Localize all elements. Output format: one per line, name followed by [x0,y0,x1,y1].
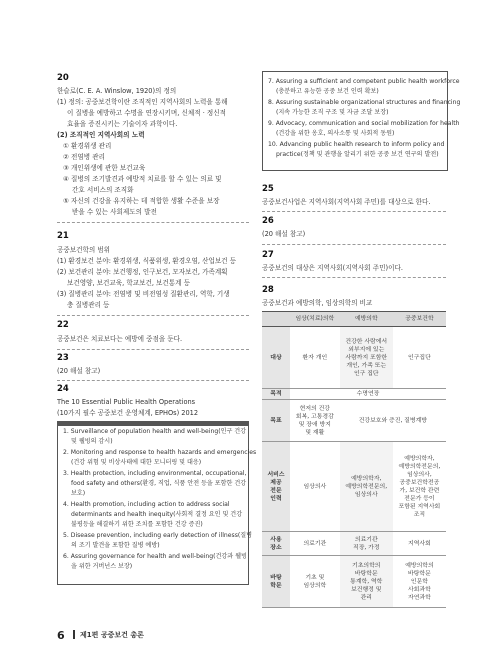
table-cell: 현저의 건강 회복, 고통경감 및 장애 방지 및 재활 [290,400,340,442]
q20-line-5: ① 환경위생 관리 [63,142,112,150]
table-cell: 환자 개인 [290,327,340,389]
divider [262,244,446,245]
row-header: 목표 [262,400,290,442]
box-top-bar [58,422,248,426]
ephos-item-line: 의 조기 발견을 포함한 질병 예방) [71,542,160,549]
q20-line-8: ④ 질병의 조기발견과 예방적 치료를 할 수 있는 의료 및 [63,175,222,183]
ephos-item-line: 보호) [71,490,86,497]
table-cell: 예방의학자, 예방의학전문의, 임상의사 [340,442,393,532]
comparison-table [262,311,446,608]
ephos-item-line: 7. Assuring a sufficient and competent public health workforce [268,78,460,85]
divider [57,315,249,316]
q24-title-1: The 10 Essential Public Health Operations [57,398,196,406]
q21-number: 21 [57,231,69,241]
ephos-item-line: 을 위한 거버넌스 보장) [71,563,133,570]
table-cell: 의료기관 직장, 가정 [340,532,393,556]
table-cell: 예방의학자, 예방의학전문의, 임상의사, 공중보건학전공 가, 보건학 관련 전문가 등이 포함된 지역사회 조직 [393,442,446,532]
ephos-item-line: (건강을 위한 옹호, 의사소통 및 사회적 동원) [276,130,395,137]
ephos-item-line: 4. Health promotion, including action to address social [63,501,230,508]
ephos-item-line: 불평등을 해결하기 위한 조치를 포함한 건강 증진) [71,521,203,528]
table-cell: 건강한 사람에서 외부지에 있는 사람까지 포함한 개인, 가족 또는 인구 집단 [340,327,393,389]
table-header-cell: 공중보건학 [393,312,446,327]
table-header-row [262,312,446,327]
q27-text: 공중보건의 대상은 지역사회(지역사회 주민)이다. [262,264,403,272]
q21-line-5: 충 질병관리 등 [67,301,110,309]
q26-text: (20 해설 참고) [262,230,306,238]
ephos-item-line: (충분하고 유능한 공중 보건 인력 확보) [276,88,379,95]
table-cell: 수명연장 [290,389,446,400]
table-row [262,389,446,400]
ephos-item-line: 1. Surveillance of population health and well-being(인구 건강 [63,428,247,435]
ephos-item-line: 10. Advancing public health research to inform policy and [268,141,445,148]
q21-line-4: (3) 질병관리 분야: 전염병 및 비전염성 질환관리, 역학, 기생 [57,290,230,298]
table-row [262,327,446,389]
table-cell: 의료기관 [290,532,340,556]
q20-line-1: (1) 정의: 공중보건학이란 조직적인 지역사회의 노력을 통해 [57,98,228,106]
ephos-item-line: 2. Monitoring and response to health hazards and emergencies [63,449,257,456]
table-row [262,532,446,556]
running-title: 제1편 공중보건 총론 [80,631,144,639]
divider [262,211,446,212]
q20-line-9: 간호 서비스의 조직화 [72,186,134,194]
page-number: 6 [57,629,65,642]
q22-text: 공중보건은 치료보다는 예방에 중점을 둔다. [57,335,183,343]
q21-line-0: 공중보건학의 범위 [57,246,111,254]
row-header: 바탕 학문 [262,556,290,608]
q28-text: 공중보건과 예방의학, 임상의학의 비교 [262,299,373,307]
table-cell: 지역사회 [393,532,446,556]
row-header: 목적 [262,389,290,400]
q23-number: 23 [57,353,69,363]
q20-line-3: 효율을 증진시키는 기술이자 과학이다. [67,120,178,128]
q20-line-2: 이 질병을 예방하고 수명을 연장시키며, 신체적 · 정신적 [67,109,226,117]
table-cell: 기초의학의 바탕학문 통계학, 역학 보건행정 및 관리 [340,556,393,608]
ephos-item-line: 3. Health protection, including environmental, occupational, [63,470,247,477]
row-header: 서비스 제공 전문 인력 [262,442,290,532]
table-cell: 건강보호와 증진, 질병계방 [340,400,446,442]
ephos-item-line: 6. Assuring governance for health and well-being(건강과 웰빙 [63,553,247,560]
table-cell: 인구집단 [393,327,446,389]
row-header: 대상 [262,327,290,389]
q25-number: 25 [262,184,274,194]
footer-separator [73,630,75,639]
q23-text: (20 해설 참고) [57,367,101,375]
divider [57,380,249,381]
row-header: 사용 장소 [262,532,290,556]
q20-line-7: ③ 개인위생에 관한 보건교육 [63,164,146,172]
q22-number: 22 [57,320,69,330]
ephos-item-line: 및 웰빙의 감시) [71,438,113,445]
q20-line-4: (2) 조직적인 지역사회의 노력 [57,131,145,139]
divider [57,222,249,223]
q25-text: 공중보건사업은 지역사회(지역사회 주민)를 대상으로 한다. [262,198,431,206]
divider [57,349,249,350]
q27-number: 27 [262,250,274,260]
ephos-item-line: 9. Advocacy, communication and social mobilization for health [268,120,460,127]
ephos-item-line: determinants and health inequity(사회적 결정 요인 및 건강 [71,511,243,518]
table-cell: 기초 및 임상의학 [290,556,340,608]
ephos-item-line: 8. Assuring sustainable organizational structures and financing [268,99,461,106]
q28-number: 28 [262,285,274,295]
ephos-item-line: (지속 가능한 조직 구조 및 자금 조달 보장) [276,109,389,116]
q20-line-0: 한슬로(C. E. A. Winslow, 1920)의 정의 [57,87,177,95]
q20-line-11: 받을 수 있는 사회제도의 발전 [72,208,157,216]
q20-line-10: ⑤ 자신의 건강을 유지하는 데 적합한 생활 수준을 보장 [63,197,220,205]
ephos-item-line: practice(정책 및 관행을 알리기 위한 공중 보건 연구의 발전) [276,151,439,158]
q21-line-2: (2) 보건관리 분야: 보건행정, 인구보건, 모자보건, 가족계획 [57,268,228,276]
table-cell: 임상의사 [290,442,340,532]
ephos-item-line: 5. Disease prevention, including early detection of illness(질병 [63,532,253,539]
q26-number: 26 [262,216,274,226]
q24-title-2: (10가지 필수 공중보건 운영체계, EPHOs) 2012 [57,409,199,417]
q21-line-3: 보건영양, 보건교육, 학교보건, 보건통계 등 [67,279,190,287]
table-cell: 예방의학의 바탕학문 인문학 사회과학 자연과학 [393,556,446,608]
table-row [262,400,446,442]
ephos-item-line: food safety and others(환경, 직업, 식품 안전 등을 포함한 건강 [71,480,247,487]
ephos-item-line: (건강 위험 및 비상사태에 대한 모니터링 및 대응) [71,459,202,466]
table-header-cell: 예방의학 [340,312,393,327]
divider [262,277,446,278]
q20-number: 20 [57,73,69,83]
table-header-cell: 임상(치료)의학 [290,312,340,327]
q21-line-1: (1) 환경보건 분야: 환경위생, 식품위생, 환경오염, 산업보건 등 [57,257,237,265]
table-header-cell [262,312,290,327]
table-row [262,442,446,532]
q20-line-6: ② 전염병 관리 [63,153,105,161]
table-row [262,556,446,608]
q24-number: 24 [57,384,69,394]
